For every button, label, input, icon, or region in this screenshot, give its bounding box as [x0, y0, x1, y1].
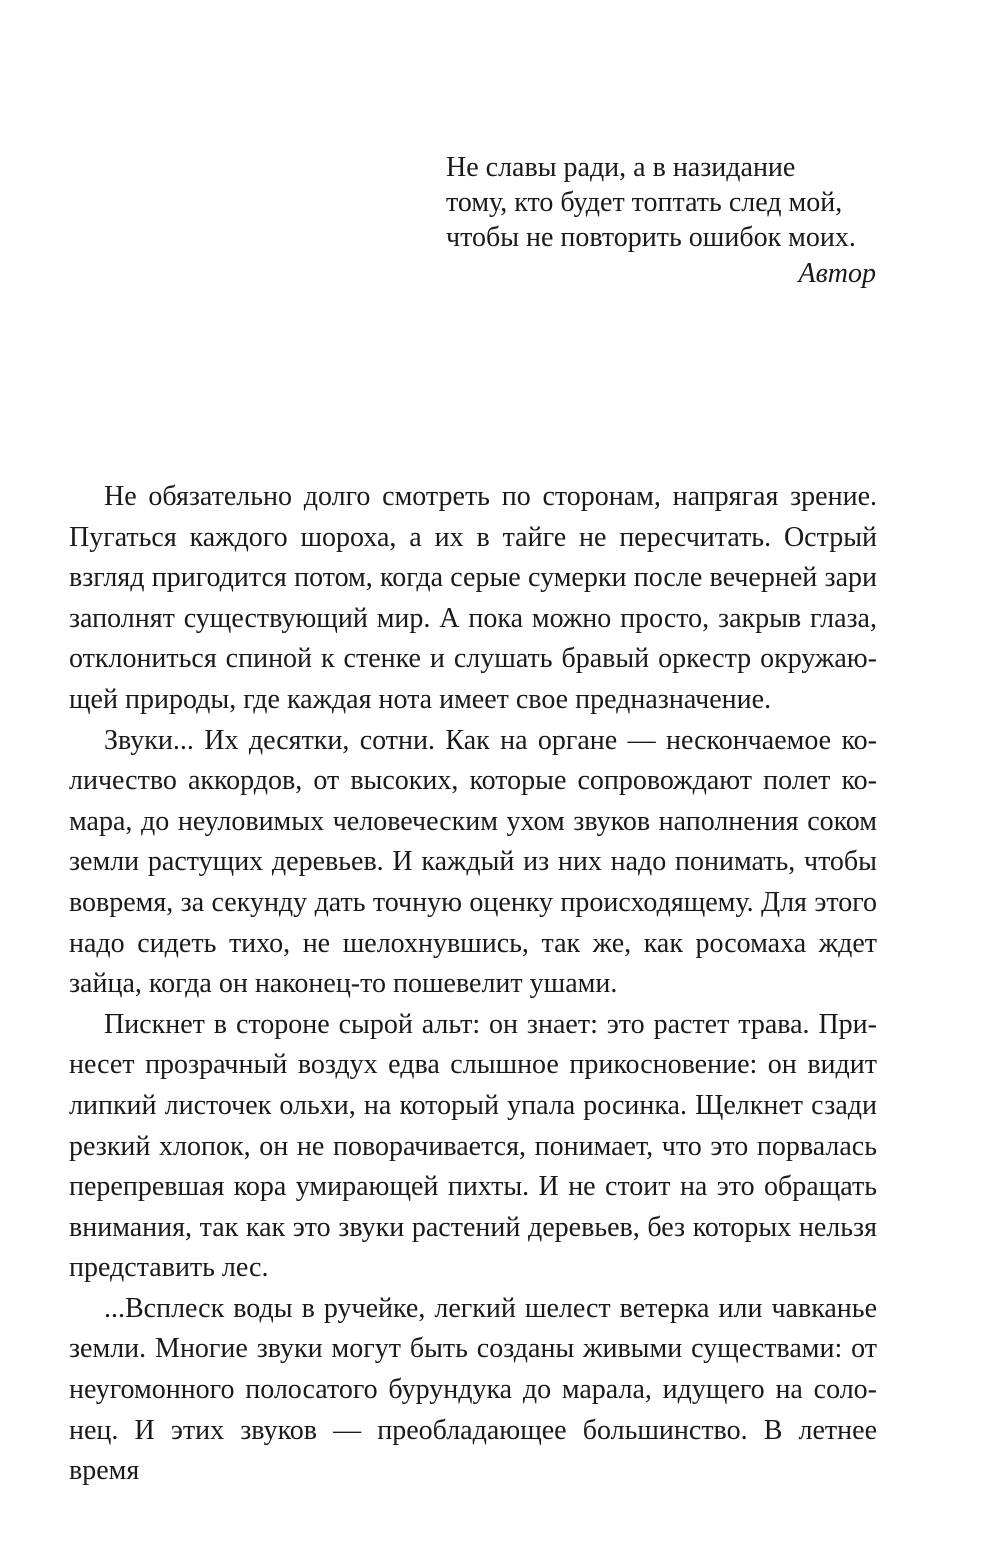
body-text [69, 477, 877, 1492]
paragraph: Не обязательно долго смотреть по сторонам, напрягая зрение. Пугаться каждого шороха, а их в тайге не пересчитать. Острый взгляд пригодится потом, когда серые сумерки после вечерней зари заполнят существующий мир. А пока можно просто, закрыв глаза, отклониться спиной к стенке и слушать бравый оркестр окружающей природы, где каждая нота имеет свое предназначение. [69, 481, 877, 715]
epigraph [446, 150, 876, 291]
epigraph-line: Не славы ради, а в назидание [446, 152, 796, 183]
paragraph: ...Всплеск воды в ручейке, легкий шелест ветерка или чавканье земли. Многие звуки могут быть созданы живыми существами: от неугомонного полосатого бурундука до марала, идущего на солонец. И этих звуков — преобладающее большинство. В летнее время [69, 1292, 877, 1487]
paragraph: Пискнет в стороне сырой альт: он знает: это растет трава. Принесет прозрачный воздух едва слышное прикосновение: он видит липкий листочек ольхи, на который упала росинка. Щелкнет сзади резкий хлопок, он не поворачивается, понимает, что это порвалась перепревшая кора умирающей пихты. И не стоит на это обращать внимания, так как это звуки растений деревьев, без которых нельзя представить лес. [69, 1008, 877, 1284]
epigraph-line: тому, кто будет топтать след мой, [446, 187, 843, 218]
paragraph: Звуки... Их десятки, сотни. Как на органе — нескончаемое количество аккордов, от высоких, которые сопровождают полет комара, до неуловимых человеческим ухом звуков наполнения соком земли растущих деревьев. И каждый из них надо понимать, чтобы вовремя, за секунду дать точную оценку происходящему. Для этого надо сидеть тихо, не шелохнувшись, так же, как росомаха ждет зайца, когда он наконец-то пошевелит ушами. [69, 724, 877, 1000]
epigraph-author: Автор [798, 258, 876, 289]
epigraph-line: чтобы не повторить ошибок моих. [446, 222, 856, 253]
